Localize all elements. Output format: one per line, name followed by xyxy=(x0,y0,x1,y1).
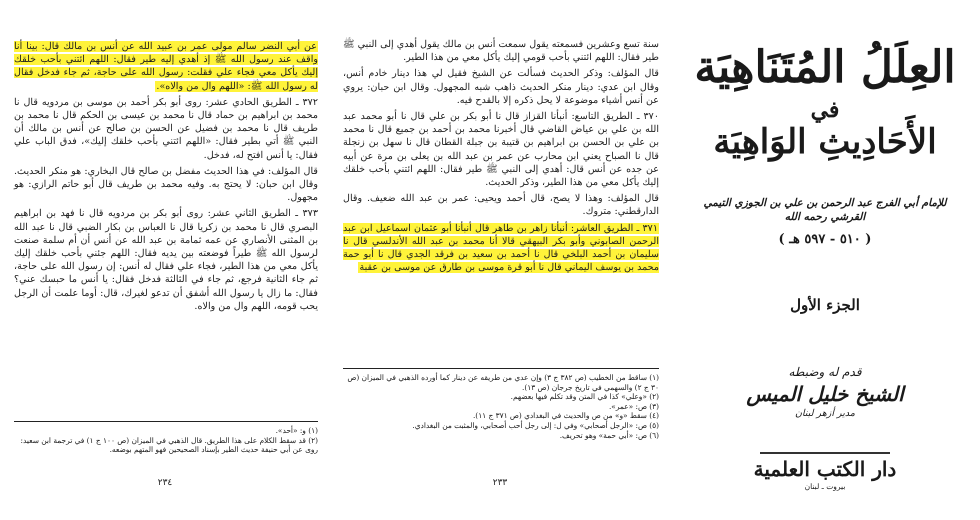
editor-name: الشيخ خليل الميس xyxy=(746,382,904,406)
author-line: للإمام أبي الفرج عبد الرحمن بن علي بن الجوزي التيمي القرشي رحمه الله xyxy=(703,197,947,223)
footnote: (٢) قد سقط الكلام على هذا الطريق. قال الذهبي في الميزان (ص ١٠٠ ج ١) في ترجمة ابن سعيد: روى عن أبي حنيفة حديث الطير بإسناد الصحيحين فهو المتهم بوضعه. xyxy=(20,435,318,455)
footnote-divider-left xyxy=(14,421,318,422)
middle-page xyxy=(335,0,665,520)
author-dates: ( ٥١٠ - ٥٩٧ هـ ) xyxy=(778,232,872,247)
footnote: (٢) «وعلي» كذا في المتن وقد تكلم فيها بعضهم. xyxy=(510,392,659,402)
footnote: (٤) سقط «و» من ص والحديث في البغدادي (ص ٣٧١ ج ١١). xyxy=(472,411,659,421)
footnotes-middle xyxy=(343,373,659,440)
tariq-373: ٣٧٣ ـ الطريق الثاني عشر: روى أبو بكر بن مردويه قال نا فهد بن ابراهيم البصري قال نا محمد بن زكريا قال نا العباس بن بكار الضبي قال نا عبد الله بن المثنى الأنصاري عن عمه ثمامة بن عبد الله عن أنس أن أم سلمة صنعت لرسول الله ﷺ طيراً فوضعته بين يديه فقال: اللهم جئني بأحب خلقك إليك يأكل معي من هذا الطير، فجاء علي فقال له أنس: إن رسول الله على حاجة، ثم جاء الثانية فرجع، ثم جاء في الثالثة فدخل فقال: يا أنس ما حبسك عني؟ فقال: ما زال يا رسول الله أشفق أن تدعو لغيرك، قال: أوما علمت أن الرجل يحب قومه، اللهم وال من والاه. xyxy=(14,208,318,312)
tariq-372-note: قال المؤلف: في هذا الحديث مفضل بن صالح قال البخاري: هو منكر الحديث. وقال ابن حبان: لا يحتج به. وفيه محمد بن طريف قال أبو حاتم الرازي: هو مجهول. xyxy=(14,165,318,204)
editor-title: مدير أزهر لبنان xyxy=(795,408,855,419)
page-number-middle: ٢٣٣ xyxy=(492,478,508,488)
left-page-body xyxy=(14,40,318,316)
middle-page-body xyxy=(343,38,659,277)
footnote: (١) ساقط من الخطيب (ص ٣٨٢ ج ٣) وإن عدي من طريقه عن دينار كما أورده الذهبي في الميزان (ص ٣٠ ج ٢) والسهمي في تاريخ جرجان (ص ١٣). xyxy=(347,373,659,392)
footnote-divider-middle xyxy=(343,368,659,369)
publisher-divider xyxy=(760,452,890,454)
tariq-372: ٣٧٢ ـ الطريق الحادي عشر: روى أبو بكر أحمد بن موسى بن مردويه قال نا محمد بن ابراهيم بن حماد قال نا محمد بن عيسى بن الحكم قال نا محمد بن طريف قال نا محمد بن فضيل عن الحسن بن صالح عن أنس بن مالك أن النبي ﷺ أتي بطير فقال: «اللهم ائتني بأحب خلقك إليك»، فدق الباب علي فقال: يا أنس افتح له، فدخل. xyxy=(14,96,318,161)
highlighted-passage-left: عن أبي النضر سالم مولى عمر بن عبيد الله عن أنس بن مالك قال: بينا أنا واقف عند رسول الله ﷺ إذ أهدي إليه طير فقال: اللهم ائتني بأحب خلقك إليك يأكل معي فجاء علي فقلت: رسول الله على حاجة، ثم جاء فدخل فقال له رسول الله ﷺ: «اللهم وال من والاه». xyxy=(14,41,318,92)
tariq-370-note: قال المؤلف: وهذا لا يصح، قال أحمد ويحيى: عمر بن عبد الله ضعيف. وقال الدارقطني: متروك. xyxy=(343,193,659,218)
book-title-line2: الأَحَادِيثِ الوَاهِيَة xyxy=(713,122,937,162)
footnote: (٥) ص: «الرجل أصحابي» وفي ل: إلى رجل أحب أصحابي، والمثبت من البغدادي. xyxy=(412,420,659,430)
footnote: (١) و: «أحد». xyxy=(275,426,318,435)
volume-label: الجزء الأول xyxy=(790,296,860,314)
author-note-1: قال المؤلف: وذكر الحديث فسألت عن الشيخ فقيل لي هذا دينار خادم أنس، وقال ابن عدي: دينار منكر الحديث ذاهب شبه المجهول. وقال ابن حبان: يروي عن أنس أشياء موضوعة لا يحل ذكره إلا بالقدح فيه. xyxy=(343,68,659,106)
footnotes-left xyxy=(14,426,318,455)
editor-intro: قدم له وضبطه xyxy=(788,365,862,379)
book-title-fi: في xyxy=(810,97,840,123)
publisher-location: بيروت ـ لبنان xyxy=(804,482,846,491)
page-number-left: ٢٣٤ xyxy=(157,478,173,488)
footnote: (٣) ص: «عمر». xyxy=(608,401,659,411)
highlighted-passage-middle: ٣٧١ ـ الطريق العاشر: أنبأنا زاهر بن طاهر قال أنبأنا أبو عثمان اسماعيل ابن عبد الرحمن الصابوني وأبو بكر البيهقي قالا أنا محمد بن عبد الله الأندلسي قال نا سليمان بن أحمد البلخي قال نا أحمد بن سعيد بن فرقد الجدي قال نا أبو حمة محمد بن يوسف اليماني قال نا أبو قرة موسى بن طارق عن موسى بن عقبة xyxy=(343,222,659,274)
publisher-logo: دار الكتب العلمية xyxy=(753,457,897,481)
title-page xyxy=(690,0,980,520)
passage-top: سنة تسع وعشرين فسمعته يقول سمعت أنس بن مالك يقول أهدي إلى النبي ﷺ طير فقال: اللهم ائتني بأحب قومي إليك يأكل معي من هذا الطير. xyxy=(343,39,659,64)
tariq-370: ٣٧٠ ـ الطريق التاسع: أنبأنا القزاز قال نا أبو بكر بن علي قال نا أبو محمد عبد الله بن علي بن عياض القاضي قال أخبرنا محمد بن أحمد بن جميع قال نا محمد بن علي بن الحسن بن ابراهيم بن قتيبة بن جبلة القطان قال نا سهل بن زنجلة قال نا الصباح يعني ابن محارب عن عمر بن عبد الله بن يعلى بن مرة عن أبيه عن جده عن أنس قال: أهدي إلى النبي ﷺ طير فقال: اللهم ائتني بأحب خلقك إليك يأكل معي من هذا الطير، وذكر الحديث. xyxy=(343,111,659,189)
left-page xyxy=(0,0,330,520)
footnote: (٦) ص: «أبي حمة» وهو تحريف. xyxy=(559,430,659,440)
book-title-line1: العِلَلُ المُتَنَاهِيَة xyxy=(694,42,956,93)
